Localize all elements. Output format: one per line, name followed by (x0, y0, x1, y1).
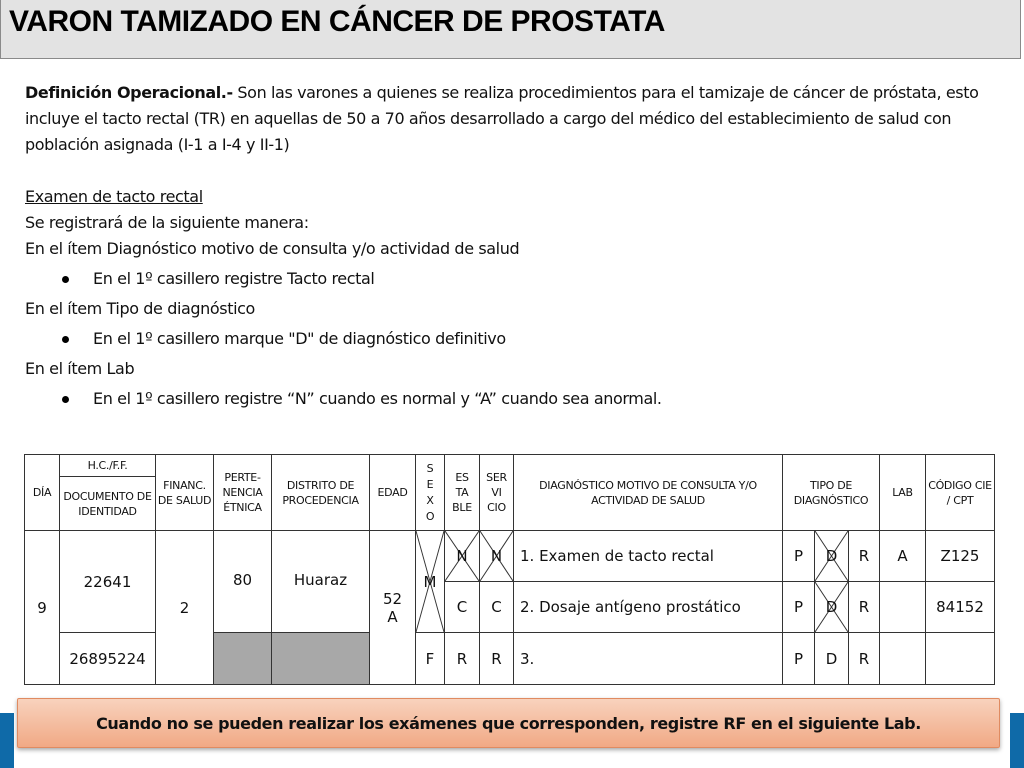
definition-label: Definición Operacional.- (25, 83, 233, 102)
header-doc: DOCUMENTO DE IDENTIDAD (60, 477, 156, 531)
exam-intro: Se registrará de la siguiente manera: (25, 213, 309, 232)
cell-distrito-empty (272, 633, 370, 685)
cell-servicio (480, 531, 514, 582)
cell-tipo-p: P (783, 531, 815, 582)
cell-tipo-d (815, 531, 849, 582)
cell-lab: A (880, 531, 926, 582)
cell-tipo-r: R (849, 582, 880, 633)
header-tipo: TIPO DE DIAGNÓSTICO (783, 455, 880, 531)
item-label-tipo: En el ítem Tipo de diagnóstico (25, 299, 255, 318)
cell-lab (880, 633, 926, 685)
cell-pertenencia: 80 (214, 531, 272, 633)
list-item (25, 386, 1000, 412)
note-text: Cuando no se pueden realizar los exámenes que corresponden, registre RF en el siguiente Lab. (96, 713, 921, 733)
definition-paragraph (25, 80, 1000, 158)
tipo-d-value: D (825, 598, 838, 616)
cell-doc: 26895224 (60, 633, 156, 685)
page-title: VARON TAMIZADO EN CÁNCER DE PROSTATA (9, 5, 665, 38)
cell-financ: 2 (156, 531, 214, 685)
cell-edad (370, 531, 416, 685)
list-item (25, 266, 1000, 292)
header-distrito: DISTRITO DE PROCEDENCIA (272, 455, 370, 531)
exam-heading: Examen de tacto rectal (25, 187, 203, 206)
cell-estable: R (445, 633, 480, 685)
registro-table (24, 454, 995, 685)
servicio-value: N (490, 547, 503, 565)
header-edad: EDAD (370, 455, 416, 531)
cell-tipo-r: R (849, 531, 880, 582)
estable-value: N (456, 547, 468, 565)
header-sexo: S E X O (416, 455, 445, 531)
header-hc: H.C./F.F. (60, 455, 156, 477)
bullet-icon (62, 276, 69, 283)
cell-codigo (926, 633, 995, 685)
cell-tipo-d: D (815, 633, 849, 685)
item-label-lab: En el ítem Lab (25, 359, 135, 378)
header-lab: LAB (880, 455, 926, 531)
cell-sexo-m (416, 531, 445, 633)
cell-distrito: Huaraz (272, 531, 370, 633)
bullet-text: En el 1º casillero registre Tacto rectal (93, 269, 375, 288)
content-body (25, 80, 1000, 416)
cell-dia: 9 (25, 531, 60, 685)
cell-pertenencia-empty (214, 633, 272, 685)
cell-diagnostico: 2. Dosaje antígeno prostático (514, 582, 783, 633)
note-banner (17, 698, 1000, 748)
cell-tipo-r: R (849, 633, 880, 685)
cell-lab (880, 582, 926, 633)
header-diagnostico: DIAGNÓSTICO MOTIVO DE CONSULTA Y/O ACTIVIDAD DE SALUD (514, 455, 783, 531)
cell-tipo-d (815, 582, 849, 633)
cell-servicio: C (480, 582, 514, 633)
sexo-m-label: M (423, 572, 437, 591)
header-financ: FINANC. DE SALUD (156, 455, 214, 531)
edad-value: 52 (382, 589, 403, 608)
cell-diagnostico: 3. (514, 633, 783, 685)
header-estable: ES TA BLE (445, 455, 480, 531)
list-item (25, 326, 1000, 352)
cell-servicio: R (480, 633, 514, 685)
edad-unit: A (387, 607, 398, 626)
bullet-icon (62, 396, 69, 403)
bullet-icon (62, 336, 69, 343)
cell-estable (445, 531, 480, 582)
title-bar (0, 0, 1021, 59)
item-label-diagnostico: En el ítem Diagnóstico motivo de consulta y/o actividad de salud (25, 239, 520, 258)
cell-sexo-f: F (416, 633, 445, 685)
header-dia: DÍA (25, 455, 60, 531)
header-servicio: SER VI CIO (480, 455, 514, 531)
cell-tipo-p: P (783, 633, 815, 685)
cell-codigo: 84152 (926, 582, 995, 633)
cell-diagnostico: 1. Examen de tacto rectal (514, 531, 783, 582)
header-codigo: CÓDIGO CIE / CPT (926, 455, 995, 531)
cell-estable: C (445, 582, 480, 633)
definition-text: Son las varones a quienes se realiza procedimientos para el tamizaje de cáncer de próstata, esto incluye el tacto rectal (TR) en aquellas de 50 a 70 años desarrollado a cargo del médico del establecimiento de salud con población asignada (I-1 a I-4 y II-1) (25, 83, 979, 154)
cell-hc: 22641 (60, 531, 156, 633)
cell-tipo-p: P (783, 582, 815, 633)
cell-codigo: Z125 (926, 531, 995, 582)
header-pertenencia: PERTE- NENCIA ÉTNICA (214, 455, 272, 531)
bullet-text: En el 1º casillero registre “N” cuando es normal y “A” cuando sea anormal. (93, 389, 662, 408)
bullet-text: En el 1º casillero marque "D" de diagnóstico definitivo (93, 329, 506, 348)
tipo-d-value: D (825, 547, 838, 565)
